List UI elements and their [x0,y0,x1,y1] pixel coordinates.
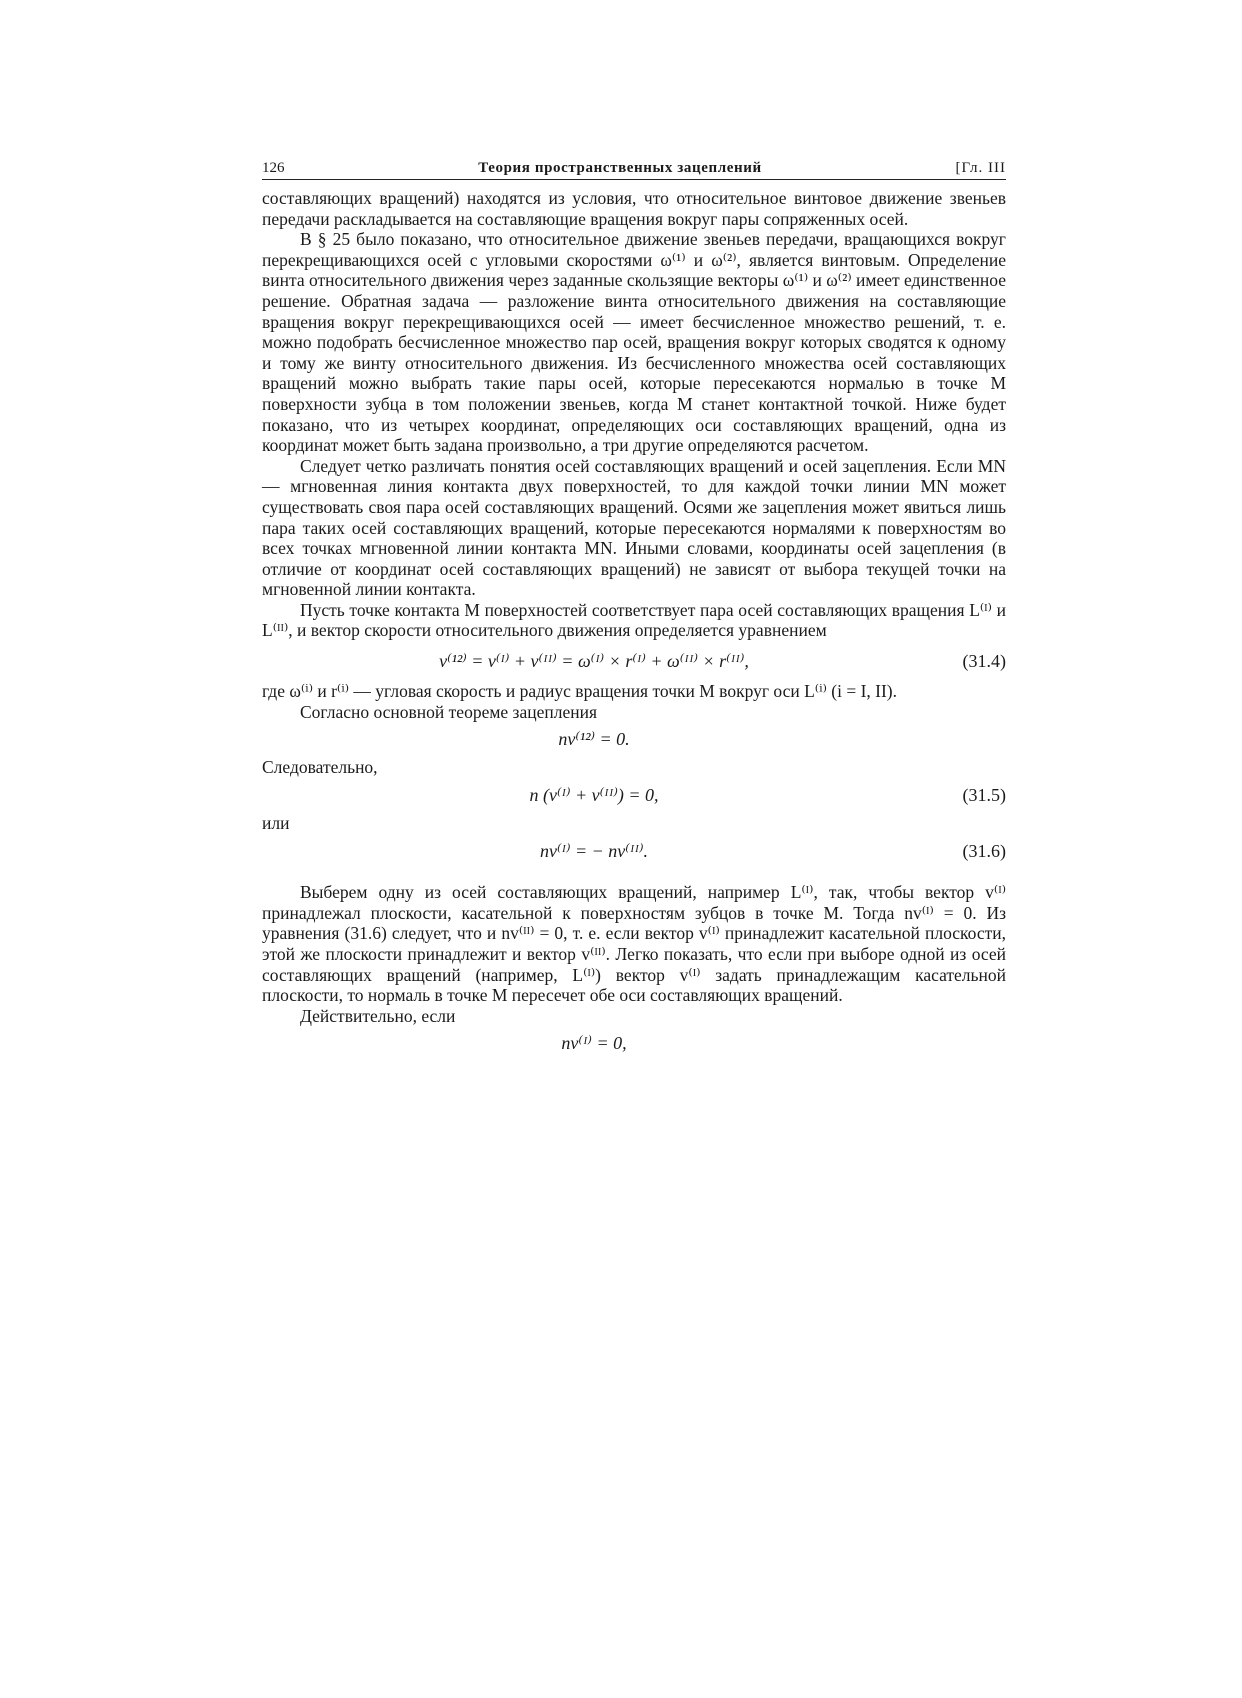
equation-body: n (v⁽ᴵ⁾ + v⁽ᴵᴵ⁾) = 0, [529,784,659,805]
paragraph-8: или [262,813,290,834]
paragraph-9: Выберем одну из осей составляющих вращений, например L⁽ᴵ⁾, так, чтобы вектор v⁽ᴵ⁾ принадлежал плоскости, касательной к поверхностям зубцов в точке M. Тогда nv⁽ᴵ⁾ = 0. Из уравнения (31.6) следует, что и nv⁽ᴵᴵ⁾ = 0, т. е. если вектор v⁽ᴵ⁾ принадлежит касательной плоскости, этой же плоскости принадлежит и вектор v⁽ᴵᴵ⁾. Легко показать, что если при выборе одной из осей составляющих вращений (например, L⁽ᴵ⁾) вектор v⁽ᴵ⁾ задать принадлежащим касательной плоскости, то нормаль в точке M пересечет обе оси составляющих вращений. [262,882,1006,1006]
equation-31-6 [262,834,1006,868]
paragraph-7: Следовательно, [262,757,378,778]
equation-theorem [262,722,1006,756]
page-number: 126 [262,160,285,176]
equation-last [262,1026,1006,1060]
paragraph-5: где ω⁽ⁱ⁾ и r⁽ⁱ⁾ — угловая скорость и радиус вращения точки M вокруг оси L⁽ⁱ⁾ (i = I, II). [262,681,898,702]
equation-body: nv⁽¹²⁾ = 0. [558,728,630,749]
equation-31-4 [262,641,1006,681]
page [262,160,1006,1060]
equation-body: nv⁽ᴵ⁾ = − nv⁽ᴵᴵ⁾. [539,840,649,861]
paragraph-2: В § 25 было показано, что относительное движение звеньев передачи, вращающихся вокруг перекрещивающихся осей с угловыми скоростями ω⁽¹⁾ и ω⁽²⁾, является винтовым. Определение винта относительного движения через заданные скользящие векторы ω⁽¹⁾ и ω⁽²⁾ имеет единственное решение. Обратная задача — разложение винта относительного движения на составляющие вращения вокруг перекрещивающихся осей — имеет бесчисленное множество решений, т. е. можно подобрать бесчисленное множество пар осей, вращения вокруг которых сводятся к одному и тому же винту относительного движения. Из бесчисленного множества осей составляющих вращений можно выбрать такие пары осей, которые пересекаются нормалью в точке M поверхности зубца в том положении звеньев, когда M станет контактной точкой. Ниже будет показано, что из четырех координат, определяющих оси составляющих вращений, одна из координат может быть задана произвольно, а три другие определяются расчетом. [262,229,1006,456]
paragraph-10: Действительно, если [300,1005,456,1026]
paragraph-1: составляющих вращений) находятся из условия, что относительное винтовое движение звеньев передачи раскладывается на составляющие вращения вокруг пары сопряженных осей. [262,188,1006,229]
paragraph-3: Следует четко различать понятия осей составляющих вращений и осей зацепления. Если MN — мгновенная линия контакта двух поверхностей, то для каждой точки линии MN может существовать своя пара осей составляющих вращений. Осями же зацепления может явиться лишь пара таких осей составляющих вращений, которые пересекаются нормалями к поверхностям во всех точках мгновенной линии контакта MN. Иными словами, координаты осей зацепления (в отличие от координат осей составляющих вращений) не зависят от выбора текущей точки на мгновенной линии контакта. [262,455,1006,600]
chapter-label: [Гл. III [955,160,1006,176]
equation-number: (31.5) [962,784,1006,805]
running-header [262,160,1006,180]
equation-31-5 [262,778,1006,812]
paragraph-4: Пусть точке контакта M поверхностей соответствует пара осей составляющих вращения L⁽ᴵ⁾ и L⁽ᴵᴵ⁾, и вектор скорости относительного движения определяется уравнением [262,599,1006,641]
running-title: Теория пространственных зацеплений [478,160,762,176]
equation-body: nv⁽ᴵ⁾ = 0, [561,1032,627,1053]
equation-number: (31.4) [962,650,1006,671]
equation-body: v⁽¹²⁾ = v⁽ᴵ⁾ + v⁽ᴵᴵ⁾ = ω⁽ᴵ⁾ × r⁽ᴵ⁾ + ω⁽ᴵᴵ⁾ × r⁽ᴵᴵ⁾, [439,650,749,671]
paragraph-6: Согласно основной теореме зацепления [300,701,598,722]
equation-number: (31.6) [962,840,1006,861]
